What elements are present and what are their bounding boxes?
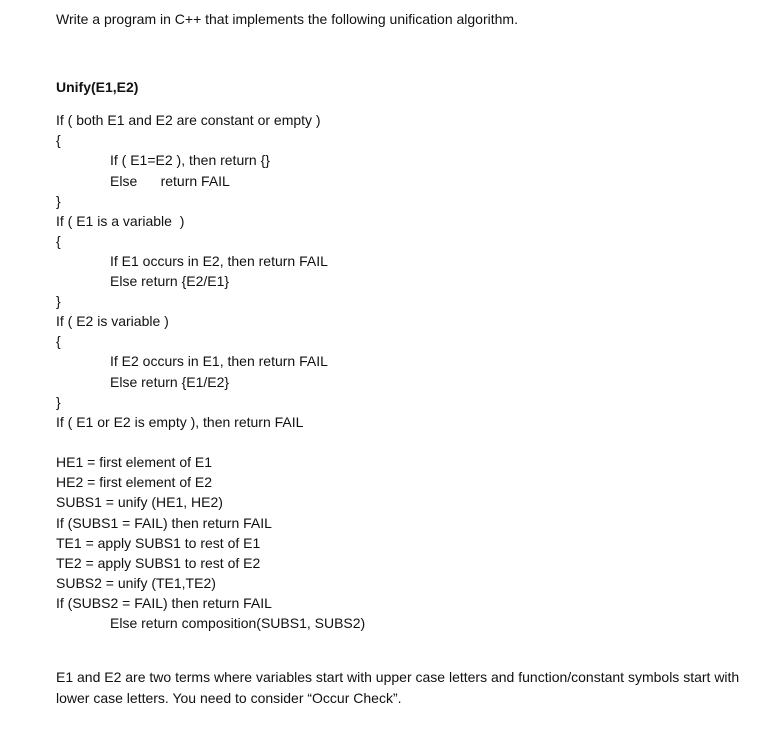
algorithm-line: { — [56, 233, 61, 249]
algorithm-line: } — [56, 394, 61, 410]
algorithm-line: Else return {E1/E2} — [110, 374, 230, 390]
algorithm-line: If (SUBS1 = FAIL) then return FAIL — [56, 515, 272, 531]
algorithm-line: TE2 = apply SUBS1 to rest of E2 — [56, 555, 261, 571]
algorithm-line: If ( E1 or E2 is empty ), then return FAIL — [56, 414, 304, 430]
algorithm-line: If ( E1=E2 ), then return {} — [110, 152, 270, 168]
note-paragraph: E1 and E2 are two terms where variables start with upper case letters and function/constant symbols start with lower case letters. You need to consider “Occur Check”. — [56, 669, 740, 706]
algorithm-line: If ( E1 is a variable ) — [56, 213, 185, 229]
function-title: Unify(E1,E2) — [56, 79, 139, 95]
algorithm-line: SUBS1 = unify (HE1, HE2) — [56, 494, 223, 510]
algorithm-line: If ( E2 is variable ) — [56, 313, 169, 329]
algorithm-line: HE1 = first element of E1 — [56, 454, 213, 470]
algorithm-line: HE2 = first element of E2 — [56, 474, 213, 490]
algorithm-line: } — [56, 193, 61, 209]
algorithm-line: { — [56, 132, 61, 148]
algorithm-line: Else return FAIL — [110, 173, 230, 189]
algorithm-line: If ( both E1 and E2 are constant or empty ) — [56, 112, 321, 128]
algorithm-line: SUBS2 = unify (TE1,TE2) — [56, 575, 216, 591]
algorithm-line: If E1 occurs in E2, then return FAIL — [110, 253, 328, 269]
algorithm-line: { — [56, 333, 61, 349]
algorithm-line: TE1 = apply SUBS1 to rest of E1 — [56, 535, 261, 551]
algorithm-line: Else return {E2/E1} — [110, 273, 230, 289]
intro-text: Write a program in C++ that implements the following unification algorithm. — [56, 11, 518, 27]
algorithm-line: If E2 occurs in E1, then return FAIL — [110, 353, 328, 369]
algorithm-line: If (SUBS2 = FAIL) then return FAIL — [56, 595, 272, 611]
algorithm-line: Else return composition(SUBS1, SUBS2) — [110, 615, 366, 631]
algorithm-line: } — [56, 293, 61, 309]
